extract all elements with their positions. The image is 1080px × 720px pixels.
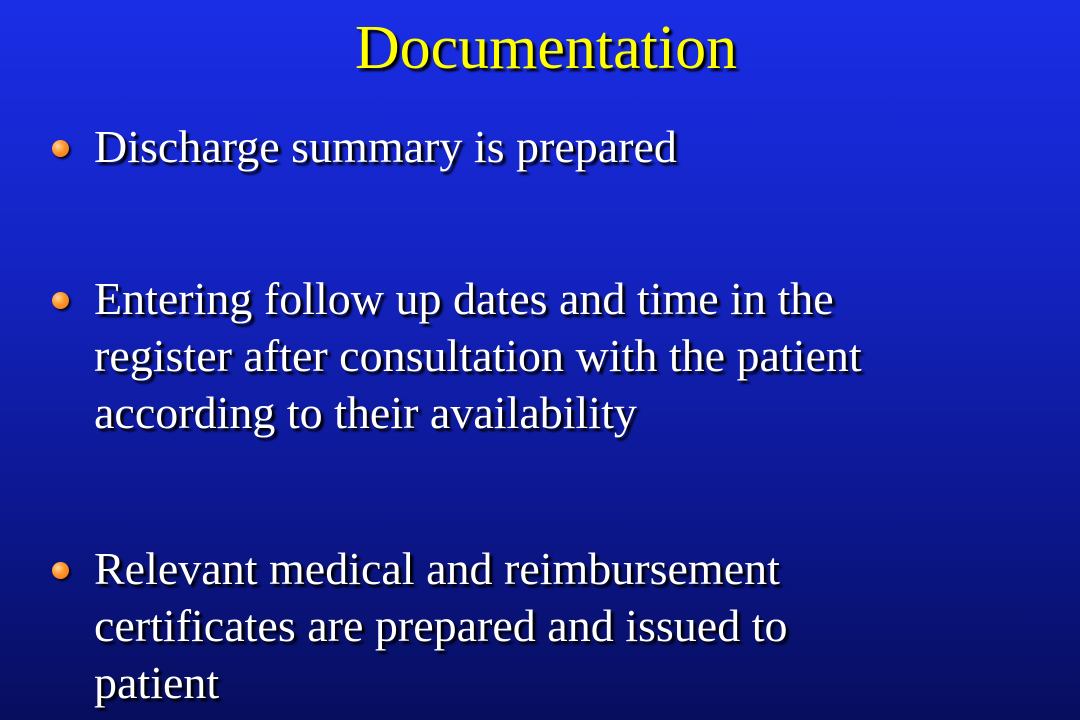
bullet-line: according to their availability [94,387,637,438]
bullet-dot-icon [52,292,69,309]
bullet-text [94,270,1054,441]
bullet-text [94,540,1054,711]
bullet-text [94,118,1054,175]
bullet-line: Relevant medical and reimbursement [94,543,780,594]
slide-title: Documentation [354,14,738,82]
bullet-line: certificates are prepared and issued to [94,600,788,651]
bullet-dot-icon [52,562,69,579]
bullet-line: Discharge summary is prepared [94,121,677,172]
bullet-line: Entering follow up dates and time in the [94,273,834,324]
bullet-line: register after consultation with the patient [94,330,862,381]
bullet-line: patient [94,657,220,708]
bullet-dot-icon [52,140,69,157]
